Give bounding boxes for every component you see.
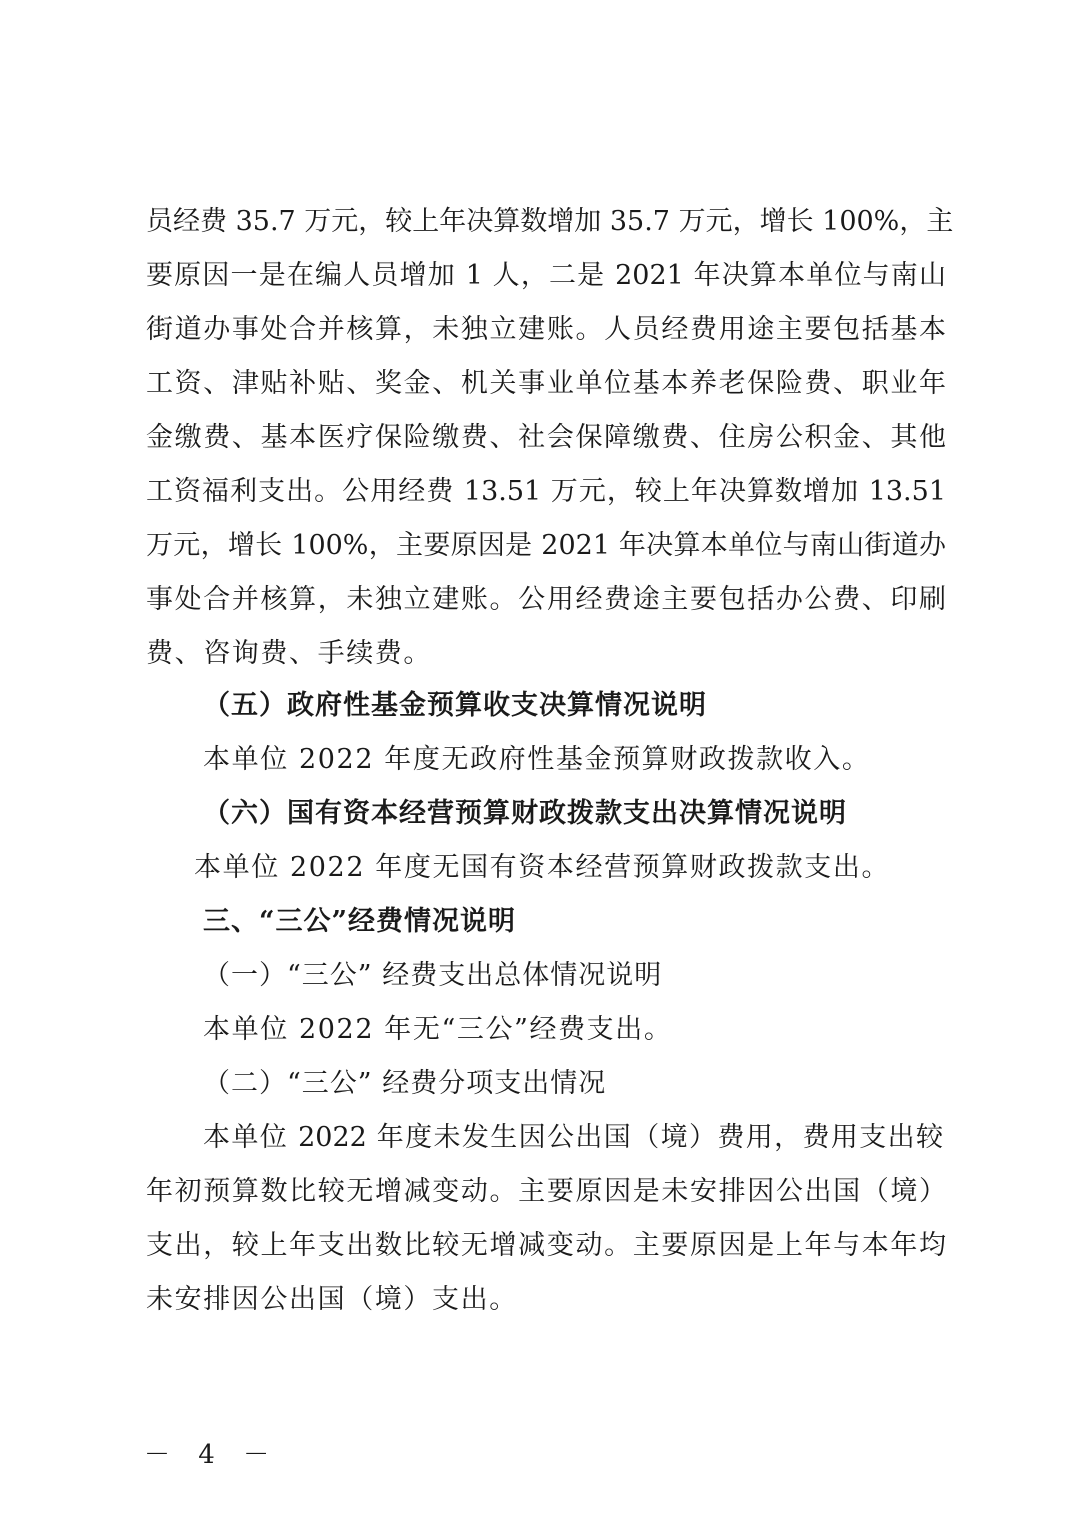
paragraph-line: 街道办事处合并核算，未独立建账。人员经费用途主要包括基本 <box>146 314 946 345</box>
paragraph-line: 支出，较上年支出数比较无增减变动。主要原因是上年与本年均 <box>146 1230 946 1261</box>
paragraph-line: 本单位 2022 年度未发生因公出国（境）费用，费用支出较 <box>203 1122 943 1153</box>
paragraph-line: 工资、津贴补贴、奖金、机关事业单位基本养老保险费、职业年 <box>146 368 946 399</box>
section-heading-6: （六）国有资本经营预算财政拨款支出决算情况说明 <box>203 798 847 829</box>
section-6-text: 本单位 2022 年度无国有资本经营预算财政拨款支出。 <box>194 852 891 883</box>
paragraph-line: 万元，增长 100%，主要原因是 2021 年决算本单位与南山街道办 <box>146 530 946 561</box>
subsection-heading-2: （二）“三公” 经费分项支出情况 <box>203 1068 607 1099</box>
section-heading-5: （五）政府性基金预算收支决算情况说明 <box>203 690 707 721</box>
paragraph-line: 员经费 35.7 万元，较上年决算数增加 35.7 万元，增长 100%，主 <box>146 206 954 237</box>
subsection-1-text: 本单位 2022 年无“三公”经费支出。 <box>203 1014 673 1045</box>
section-heading-3: 三、“三公”经费情况说明 <box>203 906 517 937</box>
page-number: － 4 － <box>144 1440 280 1470</box>
paragraph-line: 未安排因公出国（境）支出。 <box>146 1284 518 1315</box>
section-5-text: 本单位 2022 年度无政府性基金预算财政拨款收入。 <box>203 744 871 775</box>
paragraph-line: 要原因一是在编人员增加 1 人，二是 2021 年决算本单位与南山 <box>146 260 946 291</box>
paragraph-line: 工资福利支出。公用经费 13.51 万元，较上年决算数增加 13.51 <box>146 476 946 507</box>
paragraph-line: 年初预算数比较无增减变动。主要原因是未安排因公出国（境） <box>146 1176 946 1207</box>
subsection-heading-1: （一）“三公” 经费支出总体情况说明 <box>203 960 663 991</box>
paragraph-line: 金缴费、基本医疗保险缴费、社会保障缴费、住房公积金、其他 <box>146 422 946 453</box>
paragraph-line: 事处合并核算，未独立建账。公用经费途主要包括办公费、印刷 <box>146 584 946 615</box>
paragraph-line: 费、咨询费、手续费。 <box>146 638 432 669</box>
